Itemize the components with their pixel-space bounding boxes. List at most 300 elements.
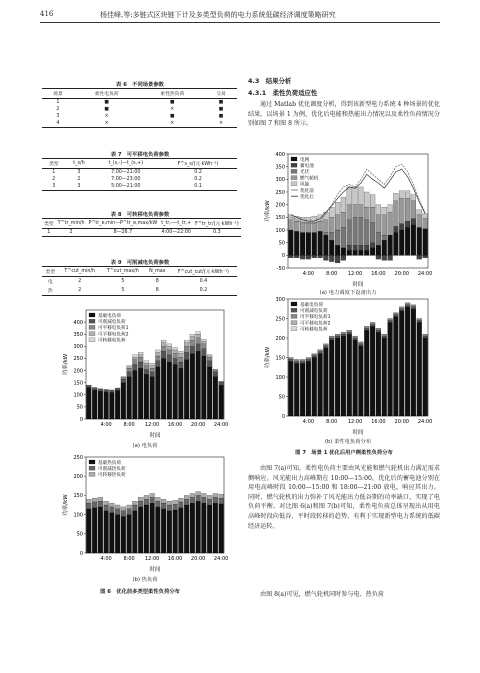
bar-4 bbox=[347, 187, 352, 205]
bar-1 bbox=[376, 330, 381, 332]
legend-swatch bbox=[89, 460, 95, 464]
bar-4 bbox=[138, 352, 143, 354]
bar-4 bbox=[167, 344, 172, 346]
legend-label: 可转移电负荷 bbox=[98, 338, 126, 344]
table7-cell-2-0: 3 bbox=[52, 184, 56, 189]
legend-swatch bbox=[89, 466, 95, 470]
table9-cell-0-2: 5 bbox=[121, 279, 125, 284]
bar-0 bbox=[132, 371, 137, 419]
y-axis-label: 功率/kW bbox=[265, 200, 271, 222]
bar-1 bbox=[98, 501, 103, 507]
bar-2 bbox=[370, 322, 375, 324]
table-row bbox=[42, 229, 241, 237]
bar-4 bbox=[341, 197, 346, 212]
bar-1 bbox=[132, 505, 137, 511]
bar-2 bbox=[358, 217, 363, 245]
legend-label: 可平移电负荷1 bbox=[98, 326, 129, 332]
section-heading: 4.3 结果分析 bbox=[248, 77, 292, 85]
bar-1 bbox=[86, 385, 91, 387]
bar-3 bbox=[370, 207, 375, 222]
bar-2 bbox=[155, 497, 160, 501]
table7-caption: 表 7 可平移电负荷参数 bbox=[110, 152, 170, 158]
bar-2 bbox=[207, 357, 212, 361]
bar-1 bbox=[388, 320, 393, 322]
bar-2 bbox=[121, 507, 126, 511]
table6-header-2: 柔性热负荷 bbox=[160, 92, 185, 97]
bar-0 bbox=[353, 340, 358, 416]
bar-1 bbox=[288, 359, 293, 361]
bar-2 bbox=[382, 334, 387, 336]
legend-swatch bbox=[291, 169, 297, 173]
bar-4 bbox=[201, 339, 206, 341]
legend-label: 风能 bbox=[300, 182, 310, 188]
bar-1 bbox=[405, 305, 410, 307]
table6-cell-2-2: ■ bbox=[170, 114, 175, 119]
bar-4 bbox=[184, 340, 189, 342]
table7-cell-2-1: 3 bbox=[77, 184, 81, 189]
table-row bbox=[42, 183, 237, 191]
bar-0 bbox=[329, 340, 334, 416]
bar-1 bbox=[417, 320, 422, 322]
bar-4 bbox=[318, 215, 323, 221]
bar-4 bbox=[353, 187, 358, 205]
bar-3 bbox=[138, 355, 143, 357]
bar-0 bbox=[196, 501, 201, 553]
bar-1 bbox=[150, 372, 155, 377]
bar-1 bbox=[121, 511, 126, 517]
bar-4 bbox=[405, 191, 410, 199]
bar-3 bbox=[358, 205, 363, 218]
table6 bbox=[42, 88, 237, 128]
bar-1 bbox=[109, 507, 114, 513]
bar-2 bbox=[132, 360, 137, 365]
bar-0 bbox=[341, 336, 346, 416]
bar-0 bbox=[184, 505, 189, 553]
bar-0 bbox=[127, 377, 132, 419]
bar-0 bbox=[382, 240, 387, 255]
bar-2 bbox=[184, 495, 189, 499]
legend-swatch bbox=[89, 472, 95, 476]
bar-0 bbox=[323, 235, 328, 255]
bar-2 bbox=[417, 319, 422, 321]
page-number: 416 bbox=[40, 10, 54, 18]
fig7a-chart bbox=[262, 150, 434, 290]
bar-1 bbox=[411, 219, 416, 225]
x-tick-label: 12:00 bbox=[144, 422, 160, 428]
bar-4 bbox=[417, 210, 422, 215]
legend-label: 可转移热负荷 bbox=[98, 473, 126, 479]
bar-negative bbox=[388, 255, 393, 260]
bar-2 bbox=[173, 354, 178, 359]
bar-1 bbox=[207, 361, 212, 367]
y-tick-label: 50 bbox=[76, 531, 83, 538]
bar-2 bbox=[393, 313, 398, 315]
table7-header-3: F^s_s/(元·kWh⁻¹) bbox=[177, 162, 219, 167]
bar-0 bbox=[329, 240, 334, 255]
table-row bbox=[42, 120, 237, 128]
bar-0 bbox=[86, 509, 91, 553]
bar-3 bbox=[201, 341, 206, 343]
x-tick-label: 16:00 bbox=[371, 419, 386, 425]
bar-3 bbox=[207, 355, 212, 357]
bar-2 bbox=[167, 501, 172, 505]
y-tick-label: 150 bbox=[73, 380, 83, 387]
bar-0 bbox=[115, 515, 120, 553]
paragraph-3: 由图 8(a)可见，燃气轮机同时参与电、热负荷 bbox=[260, 591, 384, 598]
legend-swatch bbox=[291, 302, 297, 306]
bar-0 bbox=[190, 503, 195, 553]
bar-1 bbox=[150, 497, 155, 503]
bar-2 bbox=[109, 503, 114, 507]
legend-label: 可削减电负荷 bbox=[98, 320, 126, 325]
x-axis-label: 时间 bbox=[149, 433, 161, 439]
bar-2 bbox=[161, 346, 166, 351]
x-tick-label: 20:00 bbox=[394, 271, 409, 277]
bar-4 bbox=[306, 217, 311, 222]
bar-negative bbox=[382, 255, 387, 260]
bar-2 bbox=[388, 319, 393, 321]
legend-swatch bbox=[89, 319, 95, 323]
bar-0 bbox=[405, 227, 410, 255]
bar-1 bbox=[393, 315, 398, 317]
y-tick-label: 200 bbox=[73, 474, 83, 480]
bar-0 bbox=[341, 248, 346, 256]
bar-1 bbox=[353, 338, 358, 340]
bar-1 bbox=[423, 336, 428, 338]
bar-2 bbox=[184, 346, 189, 352]
bar-0 bbox=[335, 245, 340, 255]
bar-0 bbox=[150, 503, 155, 553]
y-axis-label: 功率/kW bbox=[265, 346, 271, 369]
bar-3 bbox=[405, 198, 410, 221]
bar-0 bbox=[364, 250, 369, 255]
bar-0 bbox=[323, 348, 328, 416]
bar-1 bbox=[323, 346, 328, 348]
bar-0 bbox=[417, 322, 422, 416]
y-tick-label: 250 bbox=[73, 356, 83, 363]
bar-1 bbox=[190, 346, 195, 353]
table7-cell-1-3: 0.2 bbox=[194, 177, 202, 182]
bar-4 bbox=[376, 205, 381, 215]
bar-1 bbox=[213, 372, 218, 377]
table6-caption: 表 6 不同场景参数 bbox=[116, 82, 164, 88]
bar-2 bbox=[329, 233, 334, 241]
legend-label: 光伏 bbox=[300, 170, 310, 176]
fig7-caption: 图 7 场景 1 优化后用户侧柔性负荷分布 bbox=[295, 450, 393, 456]
bar-0 bbox=[144, 374, 149, 419]
table9-caption: 表 9 可削减电负荷参数 bbox=[110, 260, 170, 266]
bar-0 bbox=[161, 509, 166, 553]
bar-0 bbox=[318, 354, 323, 416]
bar-2 bbox=[138, 357, 143, 362]
bar-1 bbox=[219, 381, 224, 385]
y-tick-label: 0 bbox=[281, 413, 285, 420]
table7-cell-1-2: 7:00—23:00 bbox=[111, 177, 141, 182]
legend-label: 基础电负荷 bbox=[300, 302, 323, 308]
x-tick-label: 4:00 bbox=[302, 271, 315, 277]
bar-2 bbox=[411, 305, 416, 307]
bar-0 bbox=[288, 361, 293, 416]
bar-0 bbox=[306, 361, 311, 416]
bar-3 bbox=[288, 220, 293, 230]
legend-label: 可平移电负荷1 bbox=[300, 315, 331, 321]
table9-cell-1-2: 5 bbox=[121, 288, 125, 293]
bar-1 bbox=[184, 499, 189, 505]
fig6-caption: 图 6 优化前多类型柔性负荷分布 bbox=[100, 589, 180, 595]
bar-2 bbox=[190, 340, 195, 346]
bar-0 bbox=[382, 338, 387, 416]
table9-cell-0-1: 2 bbox=[78, 279, 82, 284]
bar-4 bbox=[196, 332, 201, 334]
bar-4 bbox=[161, 340, 166, 342]
bar-3 bbox=[318, 221, 323, 231]
bar-3 bbox=[341, 212, 346, 227]
bar-2 bbox=[121, 377, 126, 379]
bar-0 bbox=[370, 248, 375, 256]
y-tick-label: 150 bbox=[275, 215, 285, 222]
bar-0 bbox=[405, 307, 410, 416]
bar-1 bbox=[132, 365, 137, 371]
bar-2 bbox=[364, 326, 369, 328]
table9-cell-1-1: 2 bbox=[78, 288, 82, 293]
paragraph-1: 通过 Matlab 优化调度分析，得到该新型电力系统 4 种场景的优化结果。以场景 1 为例，优化后电能和热能出力情况以及柔性负荷情况分别如图 7 和图 8 所示。 bbox=[248, 101, 440, 128]
bar-2 bbox=[347, 330, 352, 332]
table8-cell-0-2: 8—26.7 bbox=[113, 230, 133, 235]
bar-1 bbox=[399, 224, 404, 230]
legend-swatch bbox=[291, 157, 297, 161]
legend-swatch bbox=[291, 327, 297, 331]
bar-0 bbox=[196, 351, 201, 419]
bar-2 bbox=[196, 338, 201, 344]
bar-1 bbox=[127, 509, 132, 515]
bar-1 bbox=[196, 495, 201, 501]
table7-header-0: 类型 bbox=[48, 162, 59, 167]
bar-0 bbox=[86, 388, 91, 419]
x-axis-label: 时间 bbox=[352, 282, 364, 288]
bar-0 bbox=[190, 354, 195, 419]
bar-0 bbox=[370, 326, 375, 416]
bar-1 bbox=[300, 361, 305, 363]
bar-0 bbox=[98, 391, 103, 419]
table-row bbox=[42, 113, 237, 120]
bar-1 bbox=[161, 503, 166, 509]
bar-2 bbox=[376, 233, 381, 246]
table9-header-1: T^cut_min/h bbox=[64, 269, 96, 274]
table6-cell-2-3: ■ bbox=[218, 114, 224, 119]
bar-0 bbox=[109, 392, 114, 419]
bar-0 bbox=[121, 517, 126, 553]
bar-1 bbox=[312, 356, 317, 358]
bar-2 bbox=[201, 493, 206, 497]
bar-0 bbox=[201, 356, 206, 419]
bar-0 bbox=[364, 330, 369, 416]
table-row bbox=[42, 106, 237, 113]
bar-4 bbox=[132, 355, 137, 357]
table7-cell-2-2: 5:00—21:00 bbox=[111, 184, 141, 189]
bar-2 bbox=[138, 497, 143, 501]
bar-0 bbox=[178, 508, 183, 553]
bar-1 bbox=[358, 245, 363, 250]
bar-2 bbox=[98, 497, 103, 501]
legend-swatch bbox=[291, 163, 297, 167]
y-tick-label: 50 bbox=[278, 240, 285, 247]
x-tick-label: 4:00 bbox=[302, 419, 315, 425]
bar-3 bbox=[127, 366, 132, 368]
bar-1 bbox=[353, 245, 358, 250]
bar-1 bbox=[138, 362, 143, 368]
bar-0 bbox=[393, 317, 398, 416]
table6-header-1: 柔性电负荷 bbox=[94, 92, 119, 97]
bar-2 bbox=[353, 336, 358, 338]
bar-3 bbox=[184, 343, 189, 347]
y-tick-label: 400 bbox=[73, 319, 83, 326]
y-tick-label: 50 bbox=[278, 394, 285, 401]
table6-cell-3-1: × bbox=[104, 121, 109, 126]
bar-1 bbox=[364, 245, 369, 250]
bar-1 bbox=[393, 226, 398, 232]
bar-2 bbox=[150, 493, 155, 497]
x-tick-label: 16:00 bbox=[167, 422, 183, 428]
bar-1 bbox=[109, 390, 114, 392]
x-tick-label: 4:00 bbox=[100, 556, 112, 562]
bar-2 bbox=[219, 494, 224, 498]
y-tick-label: 100 bbox=[275, 227, 285, 234]
bar-1 bbox=[196, 344, 201, 351]
bar-1 bbox=[167, 505, 172, 511]
x-tick-label: 16:00 bbox=[371, 271, 386, 277]
table6-header-0: 场景 bbox=[53, 92, 63, 97]
table6-cell-1-1: ■ bbox=[104, 107, 109, 112]
table-row bbox=[42, 286, 237, 296]
bar-3 bbox=[329, 217, 334, 232]
bar-2 bbox=[104, 501, 109, 505]
bar-1 bbox=[213, 497, 218, 503]
table7-cell-1-1: 2 bbox=[77, 177, 81, 182]
bar-0 bbox=[393, 233, 398, 256]
paragraph-2: 由图 7(a)可知，柔性电负荷主要由风光能和燃气轮机出力满足需求侧响应。风光能出力高峰期在 10:00—15:00，优化后的蓄电池分别在用电高峰时段 10:00—15:00 和 18:00—21:00 放电，响应其出力。同时，燃气轮机的出力弥补了风光能出力低谷期的功率缺口，实现了电负荷平衡。对比图 6(a)和图 7(b)可知，柔性电负荷总体呈现出从用电高峰时段向低谷、平时段转移的趋势，有利于实现新型电力系统的低碳经济运转。 bbox=[248, 465, 440, 530]
bar-1 bbox=[358, 344, 363, 346]
table8-cell-0-0: 1 bbox=[47, 230, 51, 235]
table9-cell-1-0: 热 bbox=[47, 289, 53, 294]
x-tick-label: 20:00 bbox=[190, 422, 206, 428]
bar-3 bbox=[173, 350, 178, 354]
bar-3 bbox=[190, 337, 195, 341]
bar-negative bbox=[300, 255, 305, 259]
table6-cell-2-1: × bbox=[104, 114, 109, 119]
bar-3 bbox=[364, 207, 369, 220]
legend-label: 燃气轮机 bbox=[300, 176, 319, 182]
bar-0 bbox=[353, 250, 358, 255]
fig7a-subcaption: (a) 电力调度下设备出力 bbox=[319, 290, 377, 296]
bar-2 bbox=[353, 217, 358, 245]
bar-1 bbox=[370, 243, 375, 248]
bar-2 bbox=[86, 499, 91, 503]
bar-0 bbox=[417, 227, 422, 255]
bar-negative bbox=[323, 255, 328, 260]
y-tick-label: 100 bbox=[73, 392, 83, 399]
y-tick-label: 0 bbox=[281, 253, 285, 260]
bar-3 bbox=[347, 205, 352, 220]
legend-label: 优化后 bbox=[300, 195, 314, 200]
x-tick-label: 24:00 bbox=[417, 419, 433, 425]
y-tick-label: 200 bbox=[275, 335, 285, 342]
bar-3 bbox=[294, 221, 299, 231]
bar-0 bbox=[423, 229, 428, 256]
table6-cell-0-3: ■ bbox=[218, 100, 224, 105]
bar-0 bbox=[207, 505, 212, 553]
bar-1 bbox=[399, 309, 404, 311]
bar-0 bbox=[144, 505, 149, 553]
bar-2 bbox=[92, 498, 97, 502]
table-row bbox=[42, 176, 237, 183]
bar-0 bbox=[347, 250, 352, 255]
y-tick-label: 150 bbox=[73, 493, 83, 500]
x-tick-label: 12:00 bbox=[144, 556, 160, 562]
fig6b-chart bbox=[60, 453, 230, 575]
bar-3 bbox=[423, 219, 428, 229]
table6-cell-1-3: ■ bbox=[218, 107, 224, 112]
bar-0 bbox=[138, 368, 143, 419]
bar-3 bbox=[382, 215, 387, 235]
bar-negative bbox=[376, 255, 381, 259]
y-tick-label: -50 bbox=[276, 265, 285, 272]
legend-label: 可削减电负荷 bbox=[300, 309, 328, 314]
table8-caption: 表 8 可转移电负荷参数 bbox=[110, 212, 170, 218]
bar-0 bbox=[318, 231, 323, 255]
bar-negative bbox=[417, 255, 422, 259]
bar-0 bbox=[92, 508, 97, 553]
table7 bbox=[42, 158, 237, 191]
table6-cell-2-0: 3 bbox=[56, 114, 60, 119]
bar-1 bbox=[115, 388, 120, 390]
table9-cell-0-3: 8 bbox=[155, 279, 159, 284]
table8 bbox=[42, 218, 241, 237]
y-tick-label: 400 bbox=[275, 151, 285, 158]
bar-3 bbox=[150, 366, 155, 368]
bar-1 bbox=[178, 502, 183, 508]
bar-0 bbox=[347, 334, 352, 416]
bar-0 bbox=[150, 377, 155, 419]
bar-2 bbox=[358, 342, 363, 344]
table8-header-1: T^tr_min/h bbox=[57, 221, 85, 226]
bar-1 bbox=[190, 497, 195, 503]
bar-4 bbox=[329, 207, 334, 217]
bar-0 bbox=[109, 513, 114, 553]
bar-2 bbox=[201, 344, 206, 349]
bar-4 bbox=[335, 202, 340, 215]
bar-3 bbox=[399, 198, 404, 223]
y-tick-label: 0 bbox=[79, 550, 83, 557]
table9-cell-1-4: 0.2 bbox=[199, 288, 208, 293]
legend-swatch bbox=[291, 176, 297, 180]
bar-2 bbox=[382, 235, 387, 240]
bar-0 bbox=[184, 360, 189, 419]
bar-0 bbox=[121, 383, 126, 419]
bar-0 bbox=[388, 322, 393, 416]
bar-2 bbox=[213, 493, 218, 497]
bar-2 bbox=[347, 220, 352, 245]
bar-1 bbox=[335, 336, 340, 338]
bar-1 bbox=[201, 349, 206, 356]
table7-cell-0-3: 0.2 bbox=[194, 170, 202, 175]
y-axis-label: 功率/kW bbox=[63, 494, 69, 516]
bar-negative bbox=[318, 255, 323, 258]
bar-1 bbox=[370, 324, 375, 326]
table7-cell-0-0: 1 bbox=[52, 170, 56, 175]
bar-2 bbox=[376, 328, 381, 330]
x-tick-label: 12:00 bbox=[347, 419, 363, 425]
bar-0 bbox=[335, 338, 340, 416]
